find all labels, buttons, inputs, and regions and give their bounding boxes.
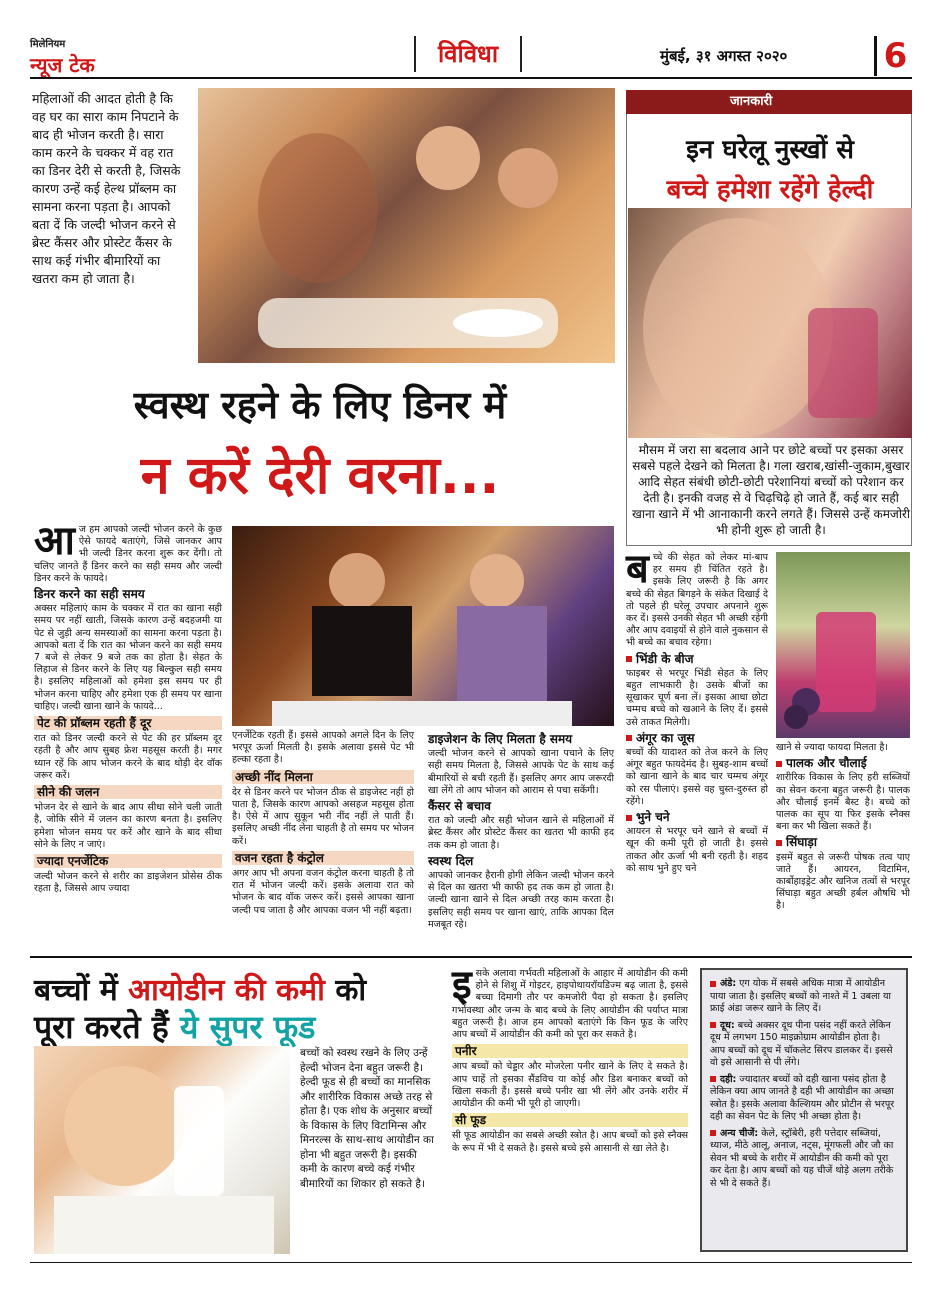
bottom-rule [30, 1262, 912, 1263]
lead-intro: महिलाओं की आदत होती है कि वह घर का सारा काम निपटाने के बाद ही भोजन करती है। सारा काम करने के चक्कर में वह रात का डिनर देरी से करती है, जिसके कारण उन्हें कई हेल्थ प्रॉब्लम का सामना करना पड़ता है। आपको बता दें कि जल्दी भोजन करने से ब्रेस्ट कैंसर और प्रोस्टेट कैंसर के साथ कई गंभीर बीमारियों का खतरा कम हो जाता है। [32, 91, 181, 286]
article-para: शारीरिक विकास के लिए हरी सब्जियों का सेवन करना बहुत जरूरी है। पालक और चौलाई इनमें बैस्ट है। बच्चे को पालक का सूप या फिर इसके स्नैक्स बना कर भी खिला सकते हैं। [776, 772, 910, 833]
headline-part: को [335, 973, 367, 1008]
brand-big: न्यूज टेक [30, 53, 95, 77]
article-para: आप बच्चों को चेड्डार और मोजरेला पनीर खाने के लिए दे सकते है। आप चाहें तो इसका सैंडविच या कोई और डिश बनाकर बच्चों को खिला सकती हैं। इससे बच्चे पनीर खा भी लेंगे और उनके शरीर में आयोडीन की कमी भी पूरी हो जाएगी। [452, 1061, 688, 1110]
subhead [776, 757, 910, 769]
masthead-brand [30, 36, 95, 78]
page-number: 6 [874, 36, 914, 76]
box-item-text: ज्यादातर बच्चों को दही खाना पसंद होता है लेकिन क्या आप जानते है दही भी आयोडीन का अच्छा स्त्रोत है। इसके अलावा कैल्शियम और प्रोटीन से भरपूर दही का सेवन पेट के लिए भी अच्छा होता है। [710, 1073, 895, 1122]
box-item-text: केले, स्ट्रॉबेरी, हरी पत्तेदार सब्जियां, ध्याज, मीठे आलू, अनाज, नट्स, मूंगफली और जौ का सेवन भी बच्चे के शरीर में आयोडीन की कमी को पूरा कर देता है। आप बच्चों को यह चीजें थोड़े अलग तरीके से भी दे सकते हैं। [710, 1127, 894, 1189]
bullet-icon [710, 1022, 716, 1028]
subhead-text: भुने चने [636, 810, 670, 825]
couple-dinner-photo [198, 88, 615, 363]
box-item [710, 1020, 898, 1070]
subhead-text: भिंडी के बीज [636, 651, 694, 666]
article-col-3 [428, 730, 614, 931]
article-para: इसमें बहुत से जरूरी पोषक तत्व पाए जाते हैं। आयरन, विटामिन, कार्बोहाइड्रेट और खनिज तत्वों से भरपूर सिंघाड़ा बहुत अच्छी हर्बल औषधि भी है। [776, 851, 910, 912]
headline-part: बच्चों में [34, 973, 118, 1008]
box-item-text: एग योक में सबसे अधिक मात्रा में आयोडीन पाया जाता है। इसलिए बच्चों को नाश्ते में 1 उबला या फ्राई अंडा जरूर खाने के लिए दें। [710, 978, 891, 1014]
box-item-label: दही: [720, 1073, 737, 1085]
bullet-icon [626, 815, 632, 821]
subhead [776, 836, 910, 848]
article-para: आपको जानकर हैरानी होगी लेकिन जल्दी भोजन करने से दिल का खतरा भी काफी हद तक कम हो जाता है। जल्दी खाना खाने से दिल अच्छी तरह काम करता है। इसलिए सही समय पर खाना खाएं, ताकि आपका दिल मजबूत रहे। [428, 870, 614, 930]
article-para: रात को जल्दी और सही भोजन खाने से महिलाओं में ब्रेस्ट कैंसर और प्रोस्टेट कैंसर का खतरा भी काफी हद तक कम हो जाता है। [428, 815, 614, 851]
masthead-rule [30, 77, 912, 79]
subhead: स्वस्थ दिल [428, 853, 474, 868]
child-illustration [628, 208, 912, 438]
restaurant-illustration [232, 526, 614, 726]
bottom-col [452, 962, 688, 1155]
article-para: रात को डिनर जल्दी करने से पेट की हर प्रॉब्लम दूर रहती है और आप सुबह फ्रेश महसूस करती है। मगर ध्यान रहें कि आप भोजन करने के बाद थोड़ी देर वॉक जरूर करें। [34, 733, 222, 781]
article-col-2 [232, 730, 414, 917]
subhead: सीने की जलन [34, 785, 222, 799]
article-para: भोजन देर से खाने के बाद आप सीधा सोने चली जाती है, जोकि सीने में जलन का कारण बनता है। इसलिए हमेशा भोजन समय पर करें और खाने के बाद सीधा सोने के लिए न जाएं। [34, 802, 222, 850]
headline-part: पूरा करते हैं [34, 1008, 169, 1046]
box-item-text: बच्चे अक्सर दूध पीना पसंद नहीं करते लेकिन दूध में लगभग 150 माइक्रोग्राम आयोडीन होता है। आप बच्चों को दूध में चॉकलेट सिरप डालकर दें। इससे वो इसे आसानी से पी लेंगे। [710, 1019, 893, 1068]
headline-part: ये सुपर फूड [179, 1008, 316, 1046]
bullet-icon [710, 981, 716, 987]
juice-illustration [776, 552, 910, 738]
subhead: डाइजेशन के लिए मिलता है समय [428, 732, 573, 746]
subhead: कैंसर से बचाव [428, 799, 491, 814]
article-para: जल्दी भोजन करने से आपको खाना पचाने के लिए सही समय मिलता है, जिससे आपके पेट के साथ कई बीमारियों से बची रहती हैं। इसलिए अगर आप जरूरदी खा लेंगे तो आप भोजन को आराम से पचा सकेंगी। [428, 748, 614, 796]
child-milk-illustration [34, 1046, 290, 1254]
bottom-headline-line2 [34, 1005, 454, 1048]
juice-glass-photo [776, 552, 910, 738]
article-para: सके अलावा गर्भवती महिलाओं के आहार में आयोडीन की कमी होने से शिशु में गोइटर, हाइपोथायरॉयडिज्म बढ़ जाता है, इससे बच्चा दिमागी तौर पर कमजोरी पैदा हो सकता है। इसलिए गर्भावस्था और जन्म के बाद बच्चे के लिए आयोडीन की पर्याप्त मात्रा बहुत जरूरी है। आज हम आपको बताएंगे कि किन फूड के जरिए आप बच्चों में आयोडीन की कमी को पूरा कर सकते है। [452, 968, 688, 1041]
bottom-headline-line1 [34, 968, 454, 1009]
box-item [710, 978, 898, 1016]
subhead-text: अंगूर का जूस [636, 730, 695, 745]
dropcap: इ [452, 962, 472, 1008]
edition-date: मुंबई, ३१ अगस्त २०२० [660, 47, 788, 65]
masthead [0, 0, 945, 80]
right-headline-line2: बच्चे हमेशा रहेंगे हेल्दी [666, 175, 874, 205]
main-headline-line1: स्वस्थ रहने के लिए डिनर में [133, 383, 507, 427]
article-para: सी फूड आयोडीन का सबसे अच्छी स्त्रोत है। आप बच्चों को इसे स्नैक्स के रूप में भी दे सकते है। इससे बच्चे इसे आसानी से खा लेते है। [452, 1130, 688, 1154]
box-item-label: अंडे: [720, 978, 737, 989]
article-para: अक्सर महिलाएं काम के चक्कर में रात का खाना सही समय पर नहीं खाती, जिसके कारण उन्हें बदहजमी या पेट से जुड़ी अन्य समस्याओं का सामना करना पड़ता है। आपको बता दें कि रात का भोजन करने का सही समय 7 बजे से लेकर 9 बजे तक का होता है। सेहत के लिहाज से डिनर करने के लिए यह बिल्कुल सही समय है। इसलिए महिलाओं को हमेशा इस समय पर ही भोजन करना चाहिए और हमेशा एक ही समय पर खाना चाहिए। जल्दी खाना खाने के फायदे... [34, 603, 222, 712]
bullet-icon [626, 656, 632, 662]
right-col-2 [776, 742, 910, 913]
bullet-icon [710, 1130, 716, 1136]
section-title: विविधा [414, 36, 522, 72]
brand-small: मिलेनियम [30, 39, 66, 50]
child-drinking-photo [628, 208, 912, 438]
right-col-1 [626, 546, 768, 875]
subhead [626, 732, 768, 744]
bullet-icon [710, 1076, 716, 1082]
article-para: च्चे की सेहत को लेकर मां-बाप हर समय ही चिंतित रहते है। इसके लिए जरूरी है कि अगर बच्चे की सेहत बिगड़ने के संकेत दिखाई दे तो पहले ही घरेलू उपचार अपनाने शुरू कर दें। इससे उनकी सेहत भी अच्छी रहेगी और आप दवाइयों से होने वाले नुकसान से भी बच्चे का बचाव रहेगा। [626, 552, 768, 649]
couple-dinner-illustration [198, 88, 615, 363]
section-divider [30, 956, 912, 958]
article-para: खाने से ज्यादा फायदा मिलता है। [776, 742, 888, 753]
article-col-1 [34, 518, 222, 896]
article-para: एनर्जेटिक रहती हैं। इससे आपको अगले दिन के लिए भरपूर ऊर्जा मिलती है। इसके अलावा इससे पेट भी हल्का रहता है। [232, 730, 414, 766]
subhead: पनीर [452, 1044, 688, 1058]
article-para: फाइबर से भरपूर भिंडी सेहत के लिए बहुत लाभकारी है। उसके बीजों का सूखाकर चूर्ण बना लें। इसका आधा छोटा चम्मच बच्चे को खआने के लिए दें। इससे उसे ताकत मिलेगी। [626, 667, 768, 728]
couple-restaurant-photo [232, 526, 614, 726]
subhead-text: सिंघाड़ा [786, 835, 817, 850]
subhead: अच्छी नींद मिलना [232, 770, 414, 784]
article-para: अगर आप भी अपना वजन कंट्रोल करना चाहती है तो रात में भोजन जल्दी करें। इसके अलावा रात को भोजन के बाद वॉक जरूर करें। इससे आपका खाना जल्दी पच जाता है और आपका वजन भी नहीं बढ़ता। [232, 868, 414, 916]
dropcap: ब [626, 546, 649, 592]
bottom-intro: बच्चों को स्वस्थ रखने के लिए उन्हें हेल्दी भोजन देना बहुत जरूरी है। हेल्दी फूड से ही बच्चों का मानसिक और शारीरिक विकास अच्छे तरह से होता है। एक शोध के अनुसार बच्चों के विकास के लिए विटामिन्स और मिनरल्स के साथ-साथ आयोडीन का होना भी बहुत जरूरी है। इसकी कमी के कारण बच्चे कई गंभीर बीमारियों का शिकार हो सकते है। [300, 1047, 434, 1190]
section-tag: जानकारी [626, 90, 912, 114]
box-item [710, 1074, 898, 1124]
subhead [626, 811, 768, 823]
subhead-text: पालक और चौलाई [786, 756, 867, 771]
child-milk-photo [34, 1046, 290, 1254]
subhead: पेट की प्रॉब्लम रहती हैं दूर [34, 716, 222, 730]
subhead: डिनर करने का सही समय [34, 587, 145, 602]
article-para: आयरन से भरपूर चने खाने से बच्चों में खून की कमी पूरी हो जाती है। इससे ताकत और ऊर्जा भी बनी रहती है। शहद को साथ भुने हुए चने [626, 826, 768, 874]
subhead: ज्यादा एनर्जेटिक [34, 854, 222, 868]
box-item-label: अन्य चीजें: [720, 1127, 759, 1139]
bullet-icon [776, 840, 782, 846]
box-item-label: दूध: [720, 1019, 735, 1031]
right-headline-line1: इन घरेलू नुस्खों से [686, 135, 854, 165]
article-para: जल्दी भोजन करने से शरीर का डाइजेशन प्रोसेस ठीक रहता है, जिससे आप ज्यादा [34, 871, 222, 895]
subhead: सी फूड [452, 1113, 688, 1127]
subhead [626, 653, 768, 665]
iodine-food-box [700, 968, 908, 1252]
subhead: वजन रहता है कंट्रोल [232, 851, 414, 865]
article-para: बच्चों की यादाश्त को तेज करने के लिए अंगूर बहुत फायदेमंद है। सुबह-शाम बच्चों को खाना खाने के बाद चार चम्मच अंगूर को रस पीलाएं। इससे वह चुस्त-दुरुस्त हो रहेंगे। [626, 747, 768, 807]
headline-part: आयोडीन की कमी [128, 973, 325, 1008]
dropcap: आ [34, 518, 75, 564]
main-headline-line2: न करें देरी वरना... [140, 446, 500, 506]
article-para: देर से डिनर करने पर भोजन ठीक से डाइजेस्ट नहीं हो पाता है, जिसके कारण आपको असहज महसूस होता है। ऐसे में आप सुकून भरी नींद नहीं ले पाती हैं। इसलिए अच्छी नींद लेना चाहती है तो समय पर भोजन करें। [232, 786, 414, 847]
bullet-icon [626, 735, 632, 741]
article-para: ज हम आपको जल्दी भोजन करने के कुछ ऐसे फायदे बताएंगे, जिसे जानकर आप भी जल्दी डिनर करना शुरू कर देंगी। तो चलिए जानते हैं डिनर करने का सही समय और जल्दी डिनर करने के फायदे। [34, 524, 222, 584]
right-feature-caption: मौसम में जरा सा बदलाव आने पर छोटे बच्चों पर इसका असर सबसे पहले देखने को मिलता है। गला खराब,खांसी-जुकाम,बुखार आदि सेहत संबंधी छोटी-छोटी परेशानियां बच्चों को परेशान कर देती है। इनकी वजह से वे चिढ़चिढ़े हो जाते हैं, कई बार सही खाना खाने में भी आनाकानी करने लगते हैं। जिससे उन्हें कमजोरी भी होनी शुरू हो जाती है। [632, 443, 910, 537]
box-item [710, 1128, 898, 1191]
bullet-icon [776, 761, 782, 767]
